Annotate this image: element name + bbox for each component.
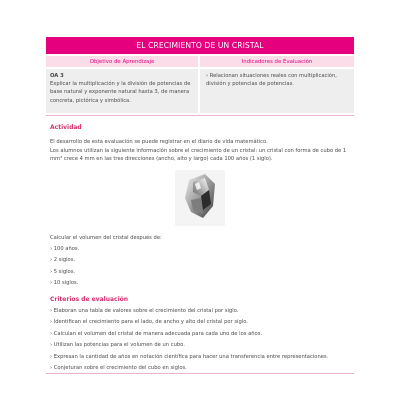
criterios-list <box>50 306 328 374</box>
indicador-text: › Relacionan situaciones reales con multiplicación, división y potencias de potencias. <box>206 73 337 88</box>
oa-text: Explicar la multiplicación y la división de potencias de base natural y exponente natural hasta 3, de manera concreta, pictórica y simbólica. <box>50 81 191 104</box>
list-item: › 5 siglos. <box>50 268 76 275</box>
list-item: › 100 años. <box>50 246 80 252</box>
list-item: › Calculan el volumen del cristal de manera adecuada para cada uno de los años. <box>50 330 263 337</box>
table-header-row <box>46 56 354 67</box>
actividad-list <box>50 244 79 290</box>
table-body-row <box>46 69 354 113</box>
list-item: › Elaboran una tabla de valores sobre el crecimiento del cristal por siglo. <box>50 308 239 314</box>
list-item: › 10 siglos. <box>50 280 79 287</box>
list-item: › Identifican el crecimiento para el lado, de ancho y alto del cristal por siglo. <box>50 319 248 326</box>
list-item: › 2 siglos. <box>50 257 76 264</box>
criterios-heading: Criterios de evaluación <box>50 296 129 303</box>
crystal-photo <box>175 170 225 226</box>
actividad-heading: Actividad <box>50 124 82 131</box>
document-title: EL CRECIMIENTO DE UN CRISTAL <box>46 37 354 54</box>
list-item: › Expresan la cantidad de años en notación científica para hacer una transferencia entre representaciones. <box>50 353 329 360</box>
objetivo-header: Objetivo de Aprendizaje <box>46 56 198 67</box>
objetivo-cell <box>46 69 198 113</box>
indicadores-cell <box>200 69 354 113</box>
indicadores-header: Indicadores de Evaluación <box>200 56 354 67</box>
divider-top <box>46 115 354 116</box>
list-item: › Conjeturan sobre el crecimiento del cubo en siglos. <box>50 365 187 372</box>
actividad-question: Calcular el volumen del cristal después de: <box>50 235 162 241</box>
oa-code: OA 3 <box>50 73 64 79</box>
actividad-intro: El desarrollo de esta evaluación se puede registrar en el diario de vida matemático. <box>50 139 268 145</box>
divider-bottom <box>46 373 354 374</box>
list-item: › Utilizan las potencias para el volumen de un cubo. <box>50 342 185 349</box>
actividad-problem: Los alumnos utilizan la siguiente información sobre el crecimiento de un cristal: un cristal con forma de cubo de 1 mm³ crece 4 mm en las tres direcciones (ancho, alto y largo) cada 100 años (1 siglo). <box>50 148 347 163</box>
